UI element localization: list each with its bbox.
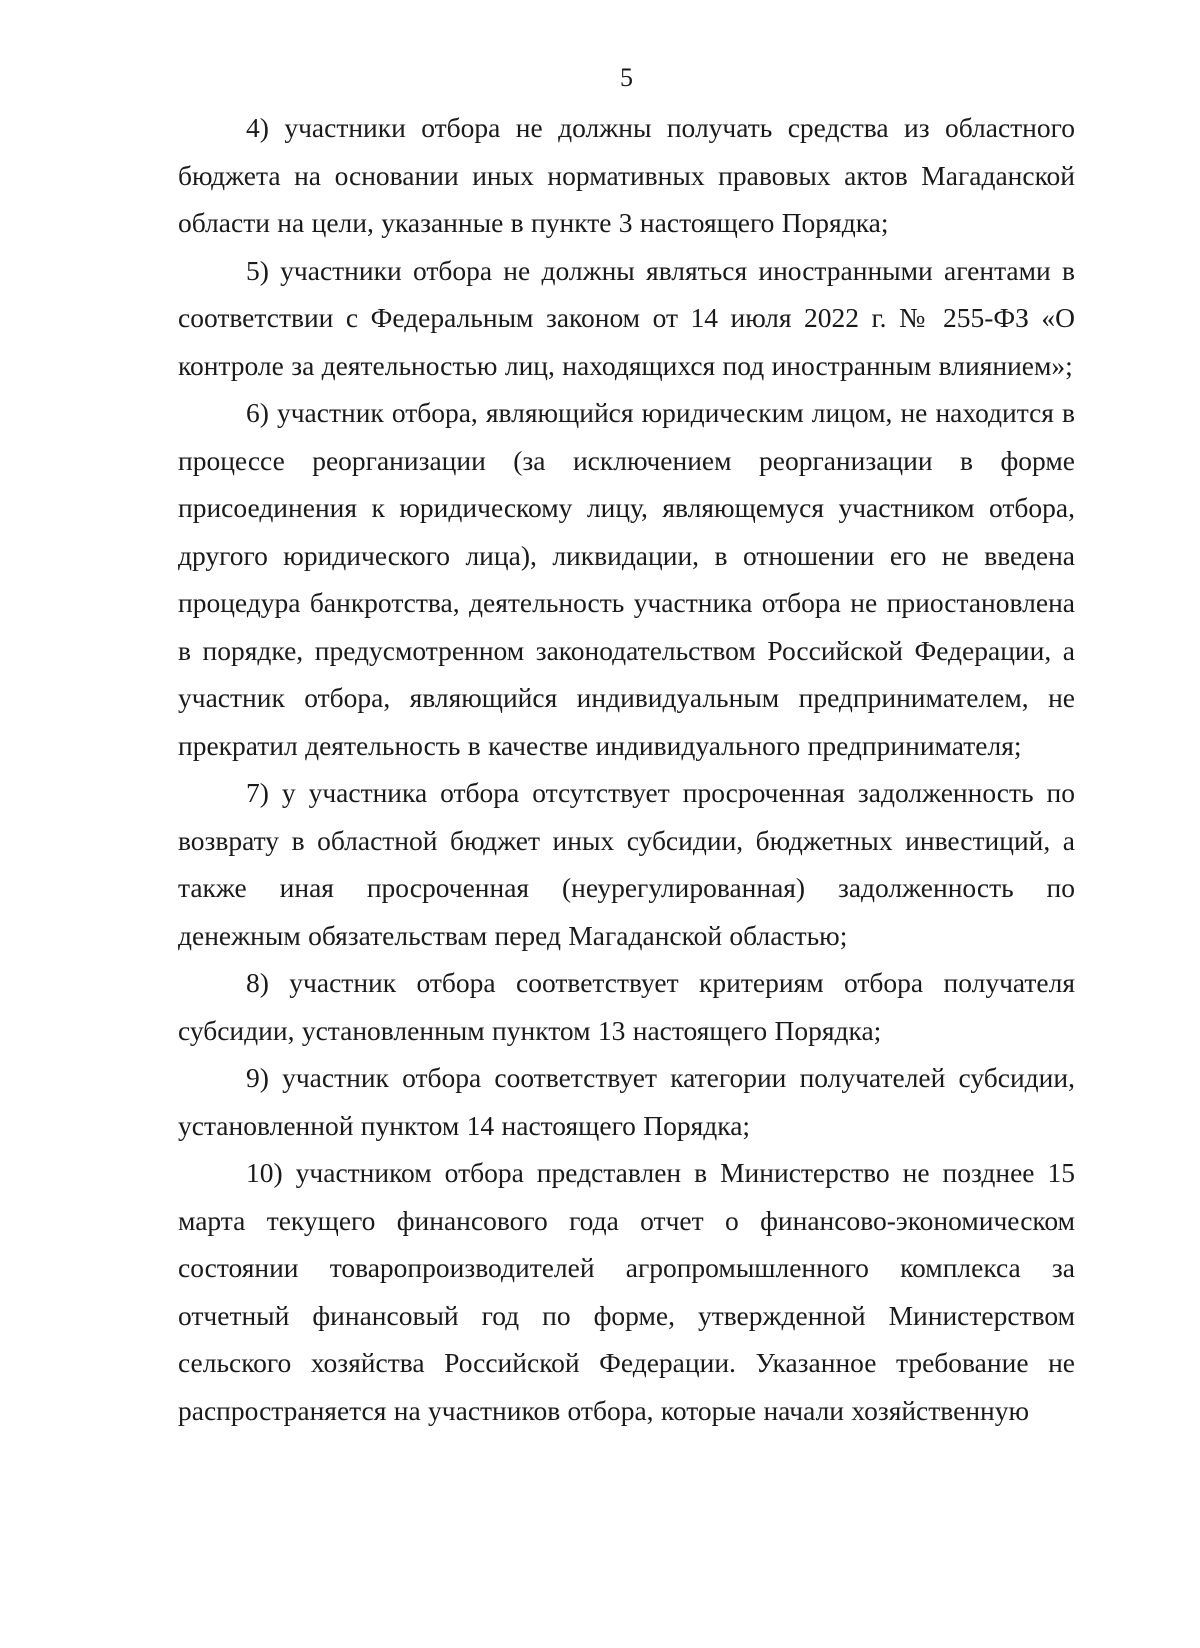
- paragraph-item-6: 6) участник отбора, являющийся юридическим лицом, не находится в процессе реорганизации (за исключением реорганизации в форме присоединения к юридическому лицу, являющемуся участником отбора, другого юридического лица), ликвидации, в отношении его не введена процедура банкротства, деятельность участника отбора не приостановлена в порядке, предусмотренном законодательством Российской Федерации, а участник отбора, являющийся индивидуальным предпринимателем, не прекратил деятельность в качестве индивидуального предпринимателя;: [178, 397, 1075, 761]
- page-number: 5: [620, 63, 633, 92]
- paragraph-item-10: 10) участником отбора представлен в Министерство не позднее 15 марта текущего финансового года отчет о финансово-экономическом состоянии товаропроизводителей агропромышленного комплекса за отчетный финансовый год по форме, утвержденной Министерством сельского хозяйства Российской Федерации. Указанное требование не распространяется на участников отбора, которые начали хозяйственную: [178, 1157, 1075, 1426]
- document-body: [178, 104, 1075, 1434]
- paragraph-item-8: 8) участник отбора соответствует критериям отбора получателя субсидии, установленным пунктом 13 настоящего Порядка;: [178, 967, 1075, 1046]
- paragraph-item-9: 9) участник отбора соответствует категории получателей субсидии, установленной пунктом 14 настоящего Порядка;: [178, 1062, 1075, 1141]
- paragraph-item-7: 7) у участника отбора отсутствует просроченная задолженность по возврату в областной бюджет иных субсидии, бюджетных инвестиций, а также иная просроченная (неурегулированная) задолженность по денежным обязательствам перед Магаданской областью;: [178, 777, 1075, 951]
- paragraph-item-4: 4) участники отбора не должны получать средства из областного бюджета на основании иных нормативных правовых актов Магаданской области на цели, указанные в пункте 3 настоящего Порядка;: [178, 112, 1075, 238]
- paragraph-item-5: 5) участники отбора не должны являться иностранными агентами в соответствии с Федеральным законом от 14 июля 2022 г. № 255-ФЗ «О контроле за деятельностью лиц, находящихся под иностранным влиянием»;: [178, 254, 1075, 381]
